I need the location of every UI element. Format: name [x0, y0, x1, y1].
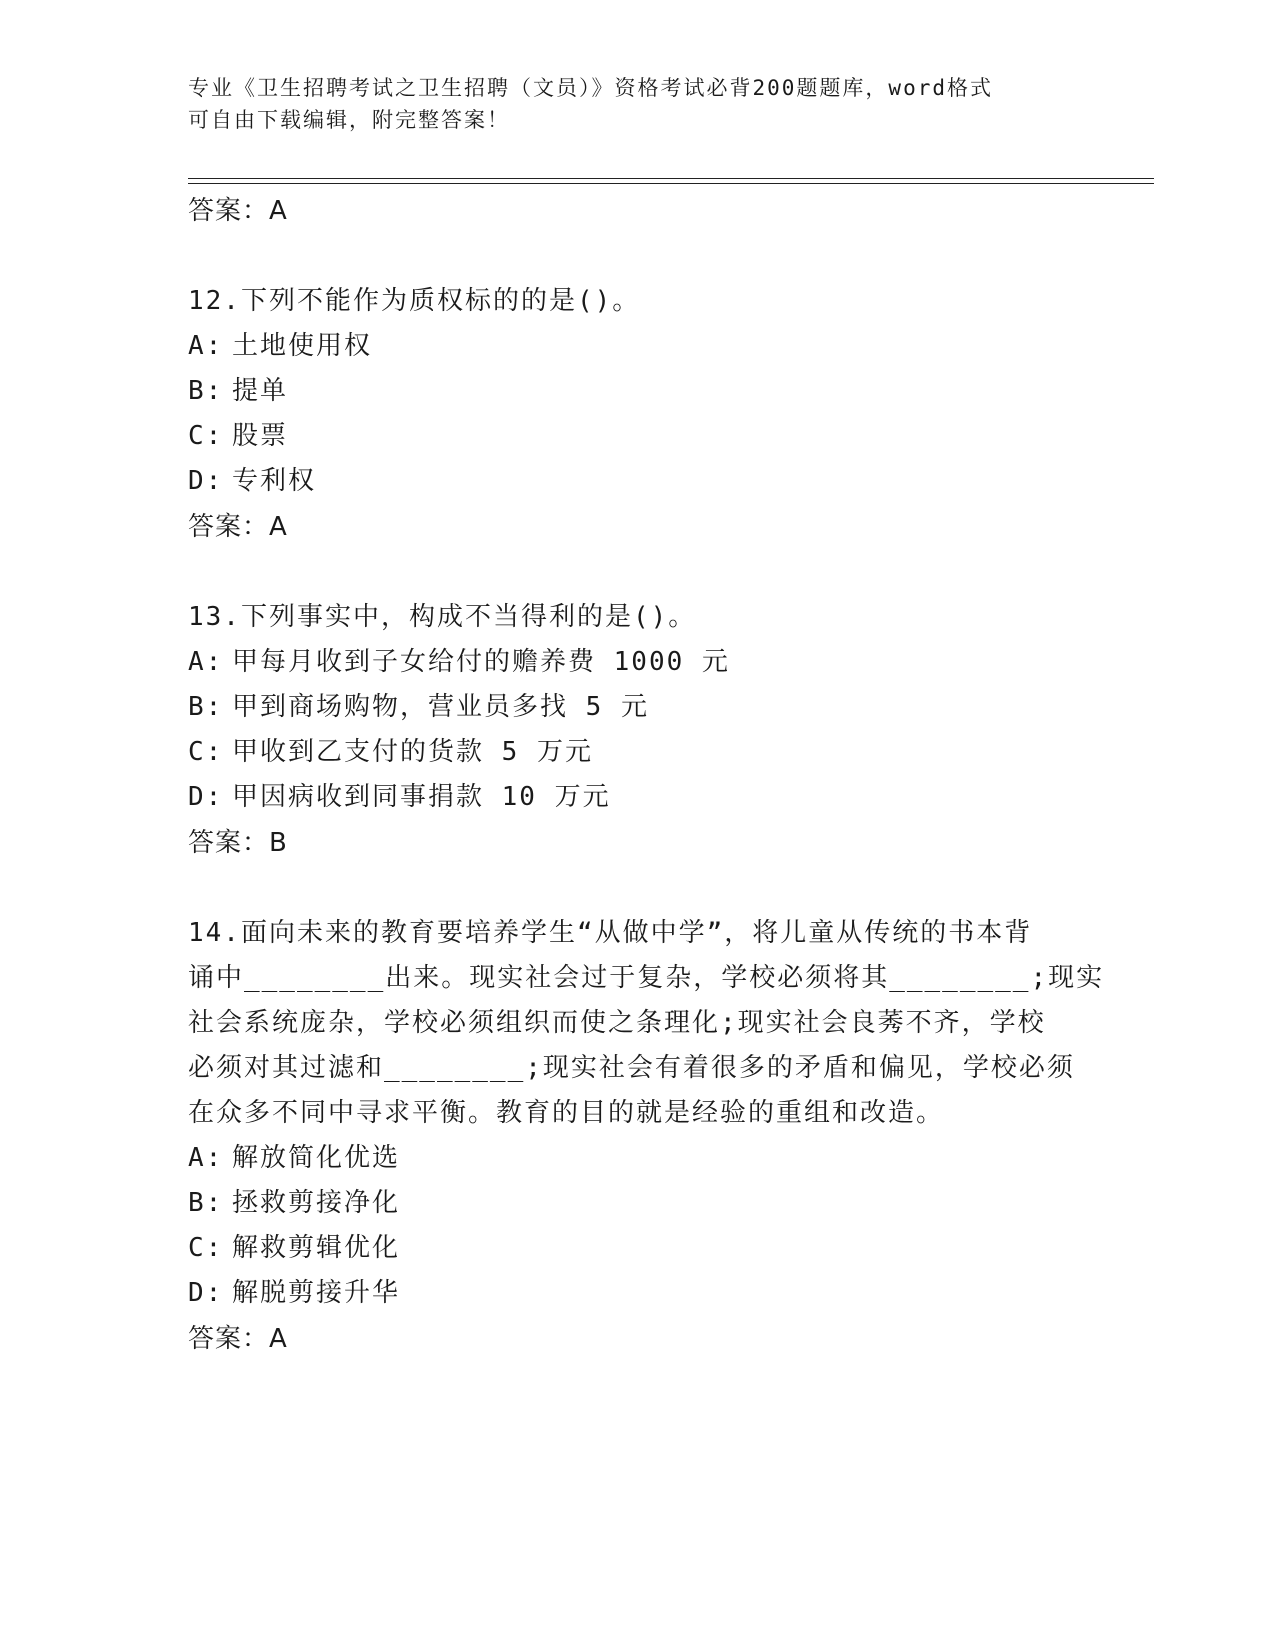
option-a: [188, 324, 1088, 369]
option-text: 专利权: [232, 466, 317, 496]
header-divider-top: [188, 178, 1154, 179]
option-text: 甲到商场购物，营业员多找 5 元: [232, 692, 649, 722]
question-list: [188, 188, 1105, 1362]
option-key: B:: [188, 692, 224, 722]
option-text: 甲每月收到子女给付的赡养费 1000 元: [232, 647, 730, 677]
question-block: [188, 595, 1088, 866]
question-block: [188, 279, 1088, 550]
header-line-2: 可自由下载编辑，附完整答案！: [188, 108, 510, 132]
option-a: [188, 640, 1088, 685]
option-text: 拯救剪接净化: [232, 1188, 401, 1218]
option-a: [188, 1136, 1088, 1181]
spacer: [188, 866, 1088, 911]
option-b: [188, 685, 1088, 730]
option-b: [188, 369, 1088, 414]
question-stem-line: 诵中________出来。现实社会过于复杂，学校必须将其________;现实: [188, 963, 1105, 993]
question-block: [188, 911, 1105, 1362]
question-stem-line: 14.面向未来的教育要培养学生“从做中学”，将儿童从传统的书本背: [188, 918, 1033, 948]
option-text: 甲因病收到同事捐款 10 万元: [232, 782, 611, 812]
answer-label: 答案：A: [188, 1324, 288, 1354]
option-key: C:: [188, 1233, 224, 1263]
previous-answer: 答案：A: [188, 196, 288, 226]
option-key: C:: [188, 737, 224, 767]
option-text: 土地使用权: [232, 331, 373, 361]
option-key: A:: [188, 647, 224, 677]
option-key: B:: [188, 1188, 224, 1218]
option-key: D:: [188, 1278, 224, 1308]
option-key: A:: [188, 1143, 224, 1173]
question-stem-line: 必须对其过滤和________;现实社会有着很多的矛盾和偏见，学校必须: [188, 1053, 1075, 1083]
option-key: A:: [188, 331, 224, 361]
option-d: [188, 1271, 1088, 1316]
option-text: 解脱剪接升华: [232, 1278, 401, 1308]
option-c: [188, 1226, 1088, 1271]
answer-label: 答案：B: [188, 828, 288, 858]
option-c: [188, 414, 1088, 459]
question-stem-line: 在众多不同中寻求平衡。教育的目的就是经验的重组和改造。: [188, 1098, 945, 1128]
option-text: 解放简化优选: [232, 1143, 401, 1173]
header-line-1: 专业《卫生招聘考试之卫生招聘（文员）》资格考试必背200题题库，word格式: [188, 76, 993, 100]
option-key: D:: [188, 782, 224, 812]
page-header: [188, 72, 1088, 136]
spacer: [188, 550, 1088, 595]
option-d: [188, 459, 1088, 504]
question-stem-line: 社会系统庞杂，学校必须组织而使之条理化;现实社会良莠不齐，学校: [188, 1008, 1046, 1038]
option-key: C:: [188, 421, 224, 451]
header-divider-bottom: [188, 183, 1154, 184]
option-d: [188, 775, 1088, 820]
option-text: 解救剪辑优化: [232, 1233, 401, 1263]
option-text: 甲收到乙支付的货款 5 万元: [232, 737, 593, 767]
question-stem: 12.下列不能作为质权标的的是()。: [188, 286, 641, 316]
question-stem: 13.下列事实中，构成不当得利的是()。: [188, 602, 697, 632]
option-c: [188, 730, 1088, 775]
option-b: [188, 1181, 1088, 1226]
option-text: 股票: [232, 421, 289, 451]
answer-label: 答案：A: [188, 512, 288, 542]
option-key: D:: [188, 466, 224, 496]
option-key: B:: [188, 376, 224, 406]
option-text: 提单: [232, 376, 289, 406]
spacer: [188, 234, 1088, 279]
